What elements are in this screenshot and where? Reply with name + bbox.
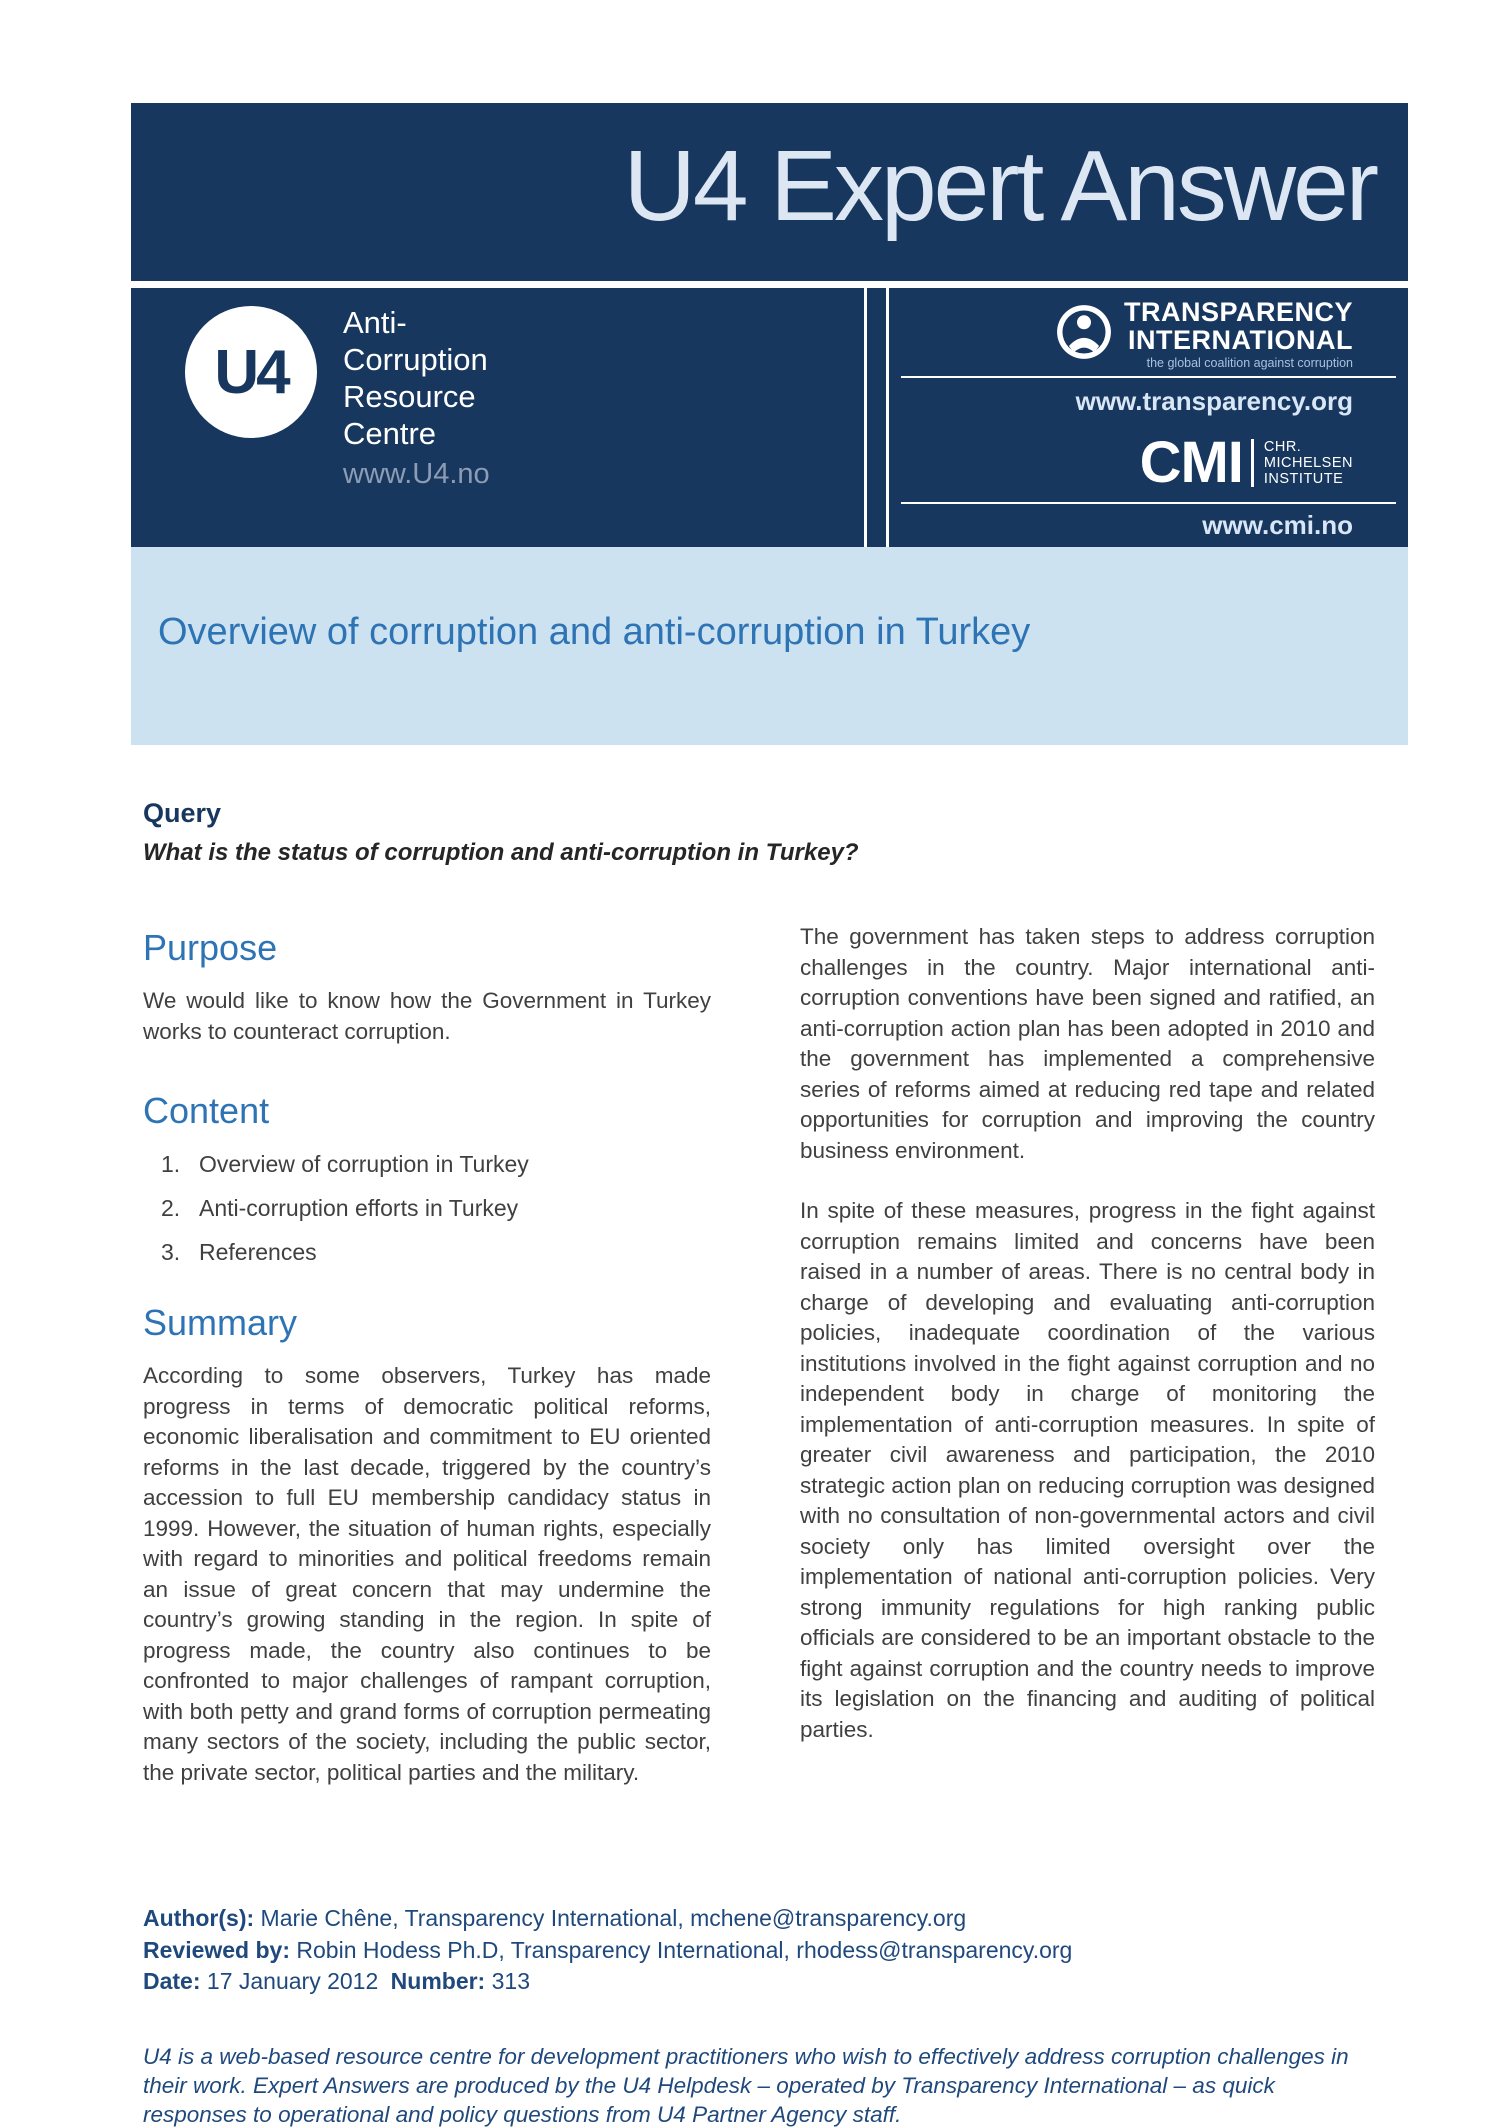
- list-item-label: Anti-corruption efforts in Turkey: [199, 1195, 519, 1221]
- transparency-international-logo: [1056, 298, 1353, 370]
- list-item-label: Overview of corruption in Turkey: [199, 1151, 529, 1177]
- ti-name-line: TRANSPARENCY: [1123, 297, 1353, 327]
- purpose-heading: Purpose: [143, 927, 278, 968]
- cmi-logo-bar: [1251, 439, 1254, 487]
- list-item-number: 3.: [161, 1239, 181, 1265]
- u4-wordmark-line: Corruption: [343, 342, 488, 377]
- content-heading: Content: [143, 1090, 270, 1131]
- logo-band: [131, 288, 1408, 547]
- u4-logo-text: U4: [214, 337, 288, 407]
- partner-panel: [889, 288, 1408, 547]
- overview-paragraph-2: In spite of these measures, progress in the fight against corruption remains limited and concerns have been raised in a number of areas. There is no central body in charge of developing and evaluating anti-corruption policies, inadequate coordination of the various institutions involved in the fight against corruption and no independent body in charge of monitoring the implementation of anti-corruption measures. In spite of greater civil awareness and participation, the 2010 strategic action plan on reducing corruption was designed with no consultation of non-governmental actors and civil society only has limited oversight over the implementation of national anti-corruption policies. Very strong immunity regulations for high ranking public officials are considered to be an important obstacle to the fight against corruption and the country needs to improve its legislation on the financing and auditing of political parties.: [800, 1198, 1375, 1742]
- list-item-number: 1.: [161, 1151, 181, 1177]
- ti-globe-icon: [1056, 304, 1112, 365]
- purpose-paragraph: We would like to know how the Government in Turkey works to counteract corruption.: [143, 988, 711, 1044]
- number-value: 313: [491, 1968, 530, 1994]
- cmi-institute-line: INSTITUTE: [1263, 471, 1344, 487]
- left-column: [143, 928, 711, 1788]
- u4-wordmark-line: Anti-: [343, 305, 407, 340]
- list-item-number: 2.: [161, 1195, 181, 1221]
- summary-heading: Summary: [143, 1302, 298, 1343]
- right-column: [800, 922, 1375, 1745]
- content-list: [143, 1149, 711, 1267]
- cmi-institute-line: CHR.: [1263, 439, 1302, 455]
- footer-meta: [143, 1903, 1374, 1998]
- horizontal-divider: [901, 376, 1396, 378]
- vertical-divider: [864, 288, 867, 547]
- content-list-item: [143, 1149, 711, 1179]
- cmi-name: CMI: [1139, 430, 1243, 495]
- number-label: Number:: [390, 1968, 486, 1994]
- author-label: Author(s):: [143, 1905, 255, 1931]
- ti-name-line: INTERNATIONAL: [1128, 325, 1353, 355]
- cmi-logo: [1139, 430, 1353, 495]
- u4-wordmark-line: Resource: [343, 379, 476, 414]
- date-value: 17 January 2012: [206, 1968, 379, 1994]
- query-label: Query: [143, 798, 222, 828]
- u4-logo: [185, 306, 317, 438]
- ti-wordmark: [1124, 298, 1353, 370]
- u4-url-link[interactable]: www.U4.no: [343, 458, 490, 490]
- author-email-link[interactable]: mchene@transparency.org: [690, 1905, 967, 1931]
- author-line: [143, 1903, 1374, 1935]
- overview-paragraph-1: The government has taken steps to address corruption challenges in the country. Major international anti-corruption conventions have been signed and ratified, an anti-corruption action plan has been adopted in 2010 and the government has implemented a comprehensive series of reforms aimed at reducing red tape and related opportunities for corruption and improving the country business environment.: [800, 924, 1375, 1163]
- u4-wordmark-line: Centre: [343, 416, 437, 451]
- reviewed-value: Robin Hodess Ph.D, Transparency International,: [296, 1936, 797, 1963]
- date-number-line: [143, 1966, 1374, 1998]
- footer-disclaimer: U4 is a web-based resource centre for development practitioners who wish to effectively address corruption challenges in their work. Expert Answers are produced by the U4 Helpdesk – operated by Transparency International – as quick responses to operational and policy questions from U4 Partner Agency staff.: [143, 2044, 1349, 2127]
- query-question: What is the status of corruption and anti-corruption in Turkey?: [143, 839, 859, 866]
- list-item-label: References: [199, 1239, 317, 1265]
- banner-title: U4 Expert Answer: [623, 130, 1376, 242]
- content-list-item: [143, 1193, 711, 1223]
- reviewed-email-link[interactable]: rhodess@transparency.org: [796, 1936, 1073, 1963]
- cmi-institute-line: MICHELSEN: [1263, 455, 1353, 471]
- transparency-url-link[interactable]: www.transparency.org: [1075, 386, 1353, 416]
- reviewed-line: [143, 1935, 1374, 1967]
- query-block: [143, 798, 1374, 867]
- date-label: Date:: [143, 1968, 201, 1994]
- summary-paragraph: According to some observers, Turkey has made progress in terms of democratic political reforms, economic liberalisation and commitment to EU oriented reforms in the last decade, triggered by the country’s accession to full EU membership candidacy status in 1999. However, the situation of human rights, especially with regard to minorities and political freedoms remain an issue of great concern that may undermine the country’s growing standing in the region. In spite of progress made, the country also continues to be confronted to major challenges of rampant corruption, with both petty and grand forms of corruption permeating many sectors of the society, including the public sector, the private sector, political parties and the military.: [143, 1363, 711, 1785]
- cmi-url-link[interactable]: www.cmi.no: [1202, 510, 1353, 540]
- document-title: Overview of corruption and anti-corruption in Turkey: [158, 611, 1031, 653]
- title-band: [131, 547, 1408, 745]
- header-separator: [131, 281, 1408, 288]
- cmi-institute-text: [1264, 439, 1353, 487]
- content-list-item: [143, 1237, 711, 1267]
- author-value: Marie Chêne, Transparency International,: [260, 1905, 691, 1931]
- reviewed-label: Reviewed by:: [143, 1936, 290, 1963]
- horizontal-divider: [901, 502, 1396, 504]
- header-banner: [131, 103, 1408, 547]
- u4-wordmark: [343, 304, 490, 493]
- ti-tagline: the global coalition against corruption: [1146, 356, 1353, 370]
